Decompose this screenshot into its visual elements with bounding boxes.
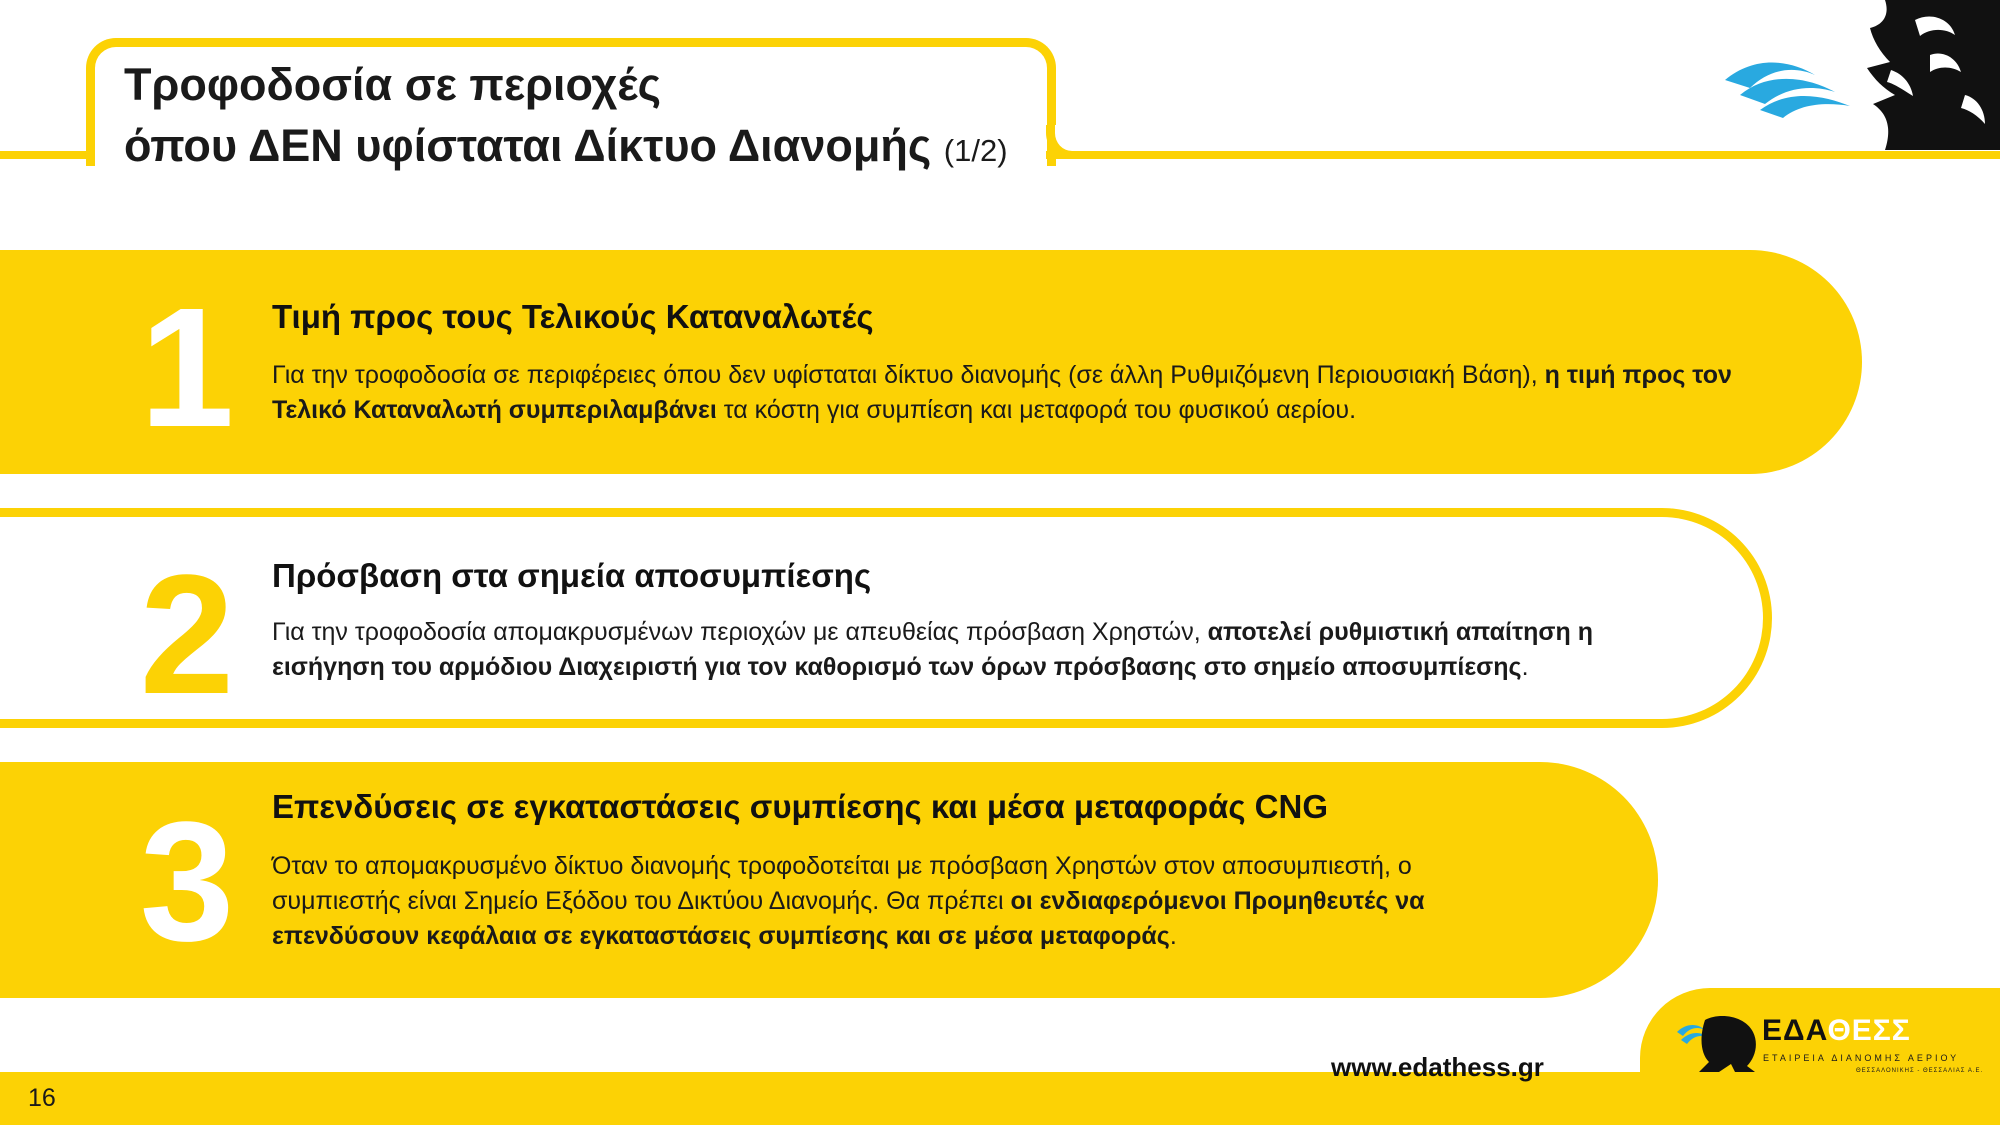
item-text-2-post: . bbox=[1521, 653, 1529, 681]
item-band-1 bbox=[0, 250, 1862, 474]
brand-subtitle: ΕΤΑΙΡΕΙΑ ΔΙΑΝΟΜΗΣ ΑΕΡΙΟΥ bbox=[1763, 1053, 1960, 1063]
brand-name-light: ΘΕΣΣ bbox=[1827, 1014, 1911, 1047]
item-text-1 bbox=[272, 358, 1772, 428]
brand-name-dark: ΕΔΑ bbox=[1762, 1014, 1828, 1047]
item-text-1-bold: η τιμή προς τον Τελικό Καταναλωτή συμπεριλαμβάνει bbox=[272, 361, 1732, 424]
brand-subtitle-2: ΘΕΣΣΑΛΟΝΙΚΗΣ - ΘΕΣΣΑΛΙΑΣ Α.Ε. bbox=[1856, 1068, 1984, 1074]
page-title-line1: Τροφοδοσία σε περιοχές bbox=[124, 59, 661, 110]
item-title-3: Επενδύσεις σε εγκαταστάσεις συμπίεσης και μέσα μεταφοράς CNG bbox=[272, 788, 1328, 825]
item-text-3-post: . bbox=[1169, 922, 1177, 950]
title-underline-left bbox=[0, 151, 95, 159]
page-title-line2: όπου ΔΕΝ υφίσταται Δίκτυο Διανομής bbox=[124, 120, 932, 171]
item-title-2: Πρόσβαση στα σημεία αποσυμπίεσης bbox=[272, 557, 872, 594]
page-title bbox=[124, 54, 1008, 181]
item-number-3: 3 bbox=[139, 787, 231, 977]
lion-logo-icon bbox=[1699, 1016, 1756, 1072]
lion-logo-icon bbox=[1715, 0, 2000, 150]
gas-wave-icon bbox=[1725, 63, 1850, 119]
item-number-1: 1 bbox=[139, 273, 231, 463]
item-band-2 bbox=[0, 508, 1772, 728]
page-number: 16 bbox=[28, 1084, 56, 1112]
item-text-3-pre: Όταν το απομακρυσμένο δίκτυο διανομής τροφοδοτείται με πρόσβαση Χρηστών στον αποσυμπιεστή, ο συμπιεστής είναι Σημείο Εξόδου του Δικτύου Διανομής. Θα πρέπει bbox=[272, 852, 1412, 915]
item-text-3-bold: οι ενδιαφερόμενοι Προμηθευτές να επενδύσουν κεφάλαια σε εγκαταστάσεις συμπίεσης και σε μέσα μεταφοράς bbox=[272, 887, 1425, 950]
item-text-3 bbox=[272, 849, 1522, 954]
item-band-3 bbox=[0, 762, 1658, 998]
page-title-part: (1/2) bbox=[943, 133, 1008, 168]
item-number-2: 2 bbox=[139, 540, 231, 730]
item-text-2 bbox=[272, 615, 1702, 685]
website-link[interactable]: www.edathess.gr bbox=[1331, 1052, 1544, 1082]
item-title-1: Τιμή προς τους Τελικούς Καταναλωτές bbox=[272, 298, 874, 335]
item-text-1-pre: Για την τροφοδοσία σε περιφέρειες όπου δεν υφίσταται δίκτυο διανομής (σε άλλη Ρυθμιζόμενη Περιουσιακή Βάση), bbox=[272, 361, 1538, 389]
item-text-2-bold: αποτελεί ρυθμιστική απαίτηση η εισήγηση του αρμόδιου Διαχειριστή για τον καθορισμό των όρων πρόσβασης στο σημείο αποσυμπίεσης bbox=[272, 618, 1593, 681]
brand-name bbox=[1762, 1014, 1911, 1048]
item-text-1-post: τα κόστη για συμπίεση και μεταφορά του φυσικού αερίου. bbox=[723, 396, 1357, 424]
title-underline-right bbox=[1046, 151, 2000, 159]
item-text-2-pre: Για την τροφοδοσία απομακρυσμένων περιοχών με απευθείας πρόσβαση Χρηστών, bbox=[272, 618, 1201, 646]
